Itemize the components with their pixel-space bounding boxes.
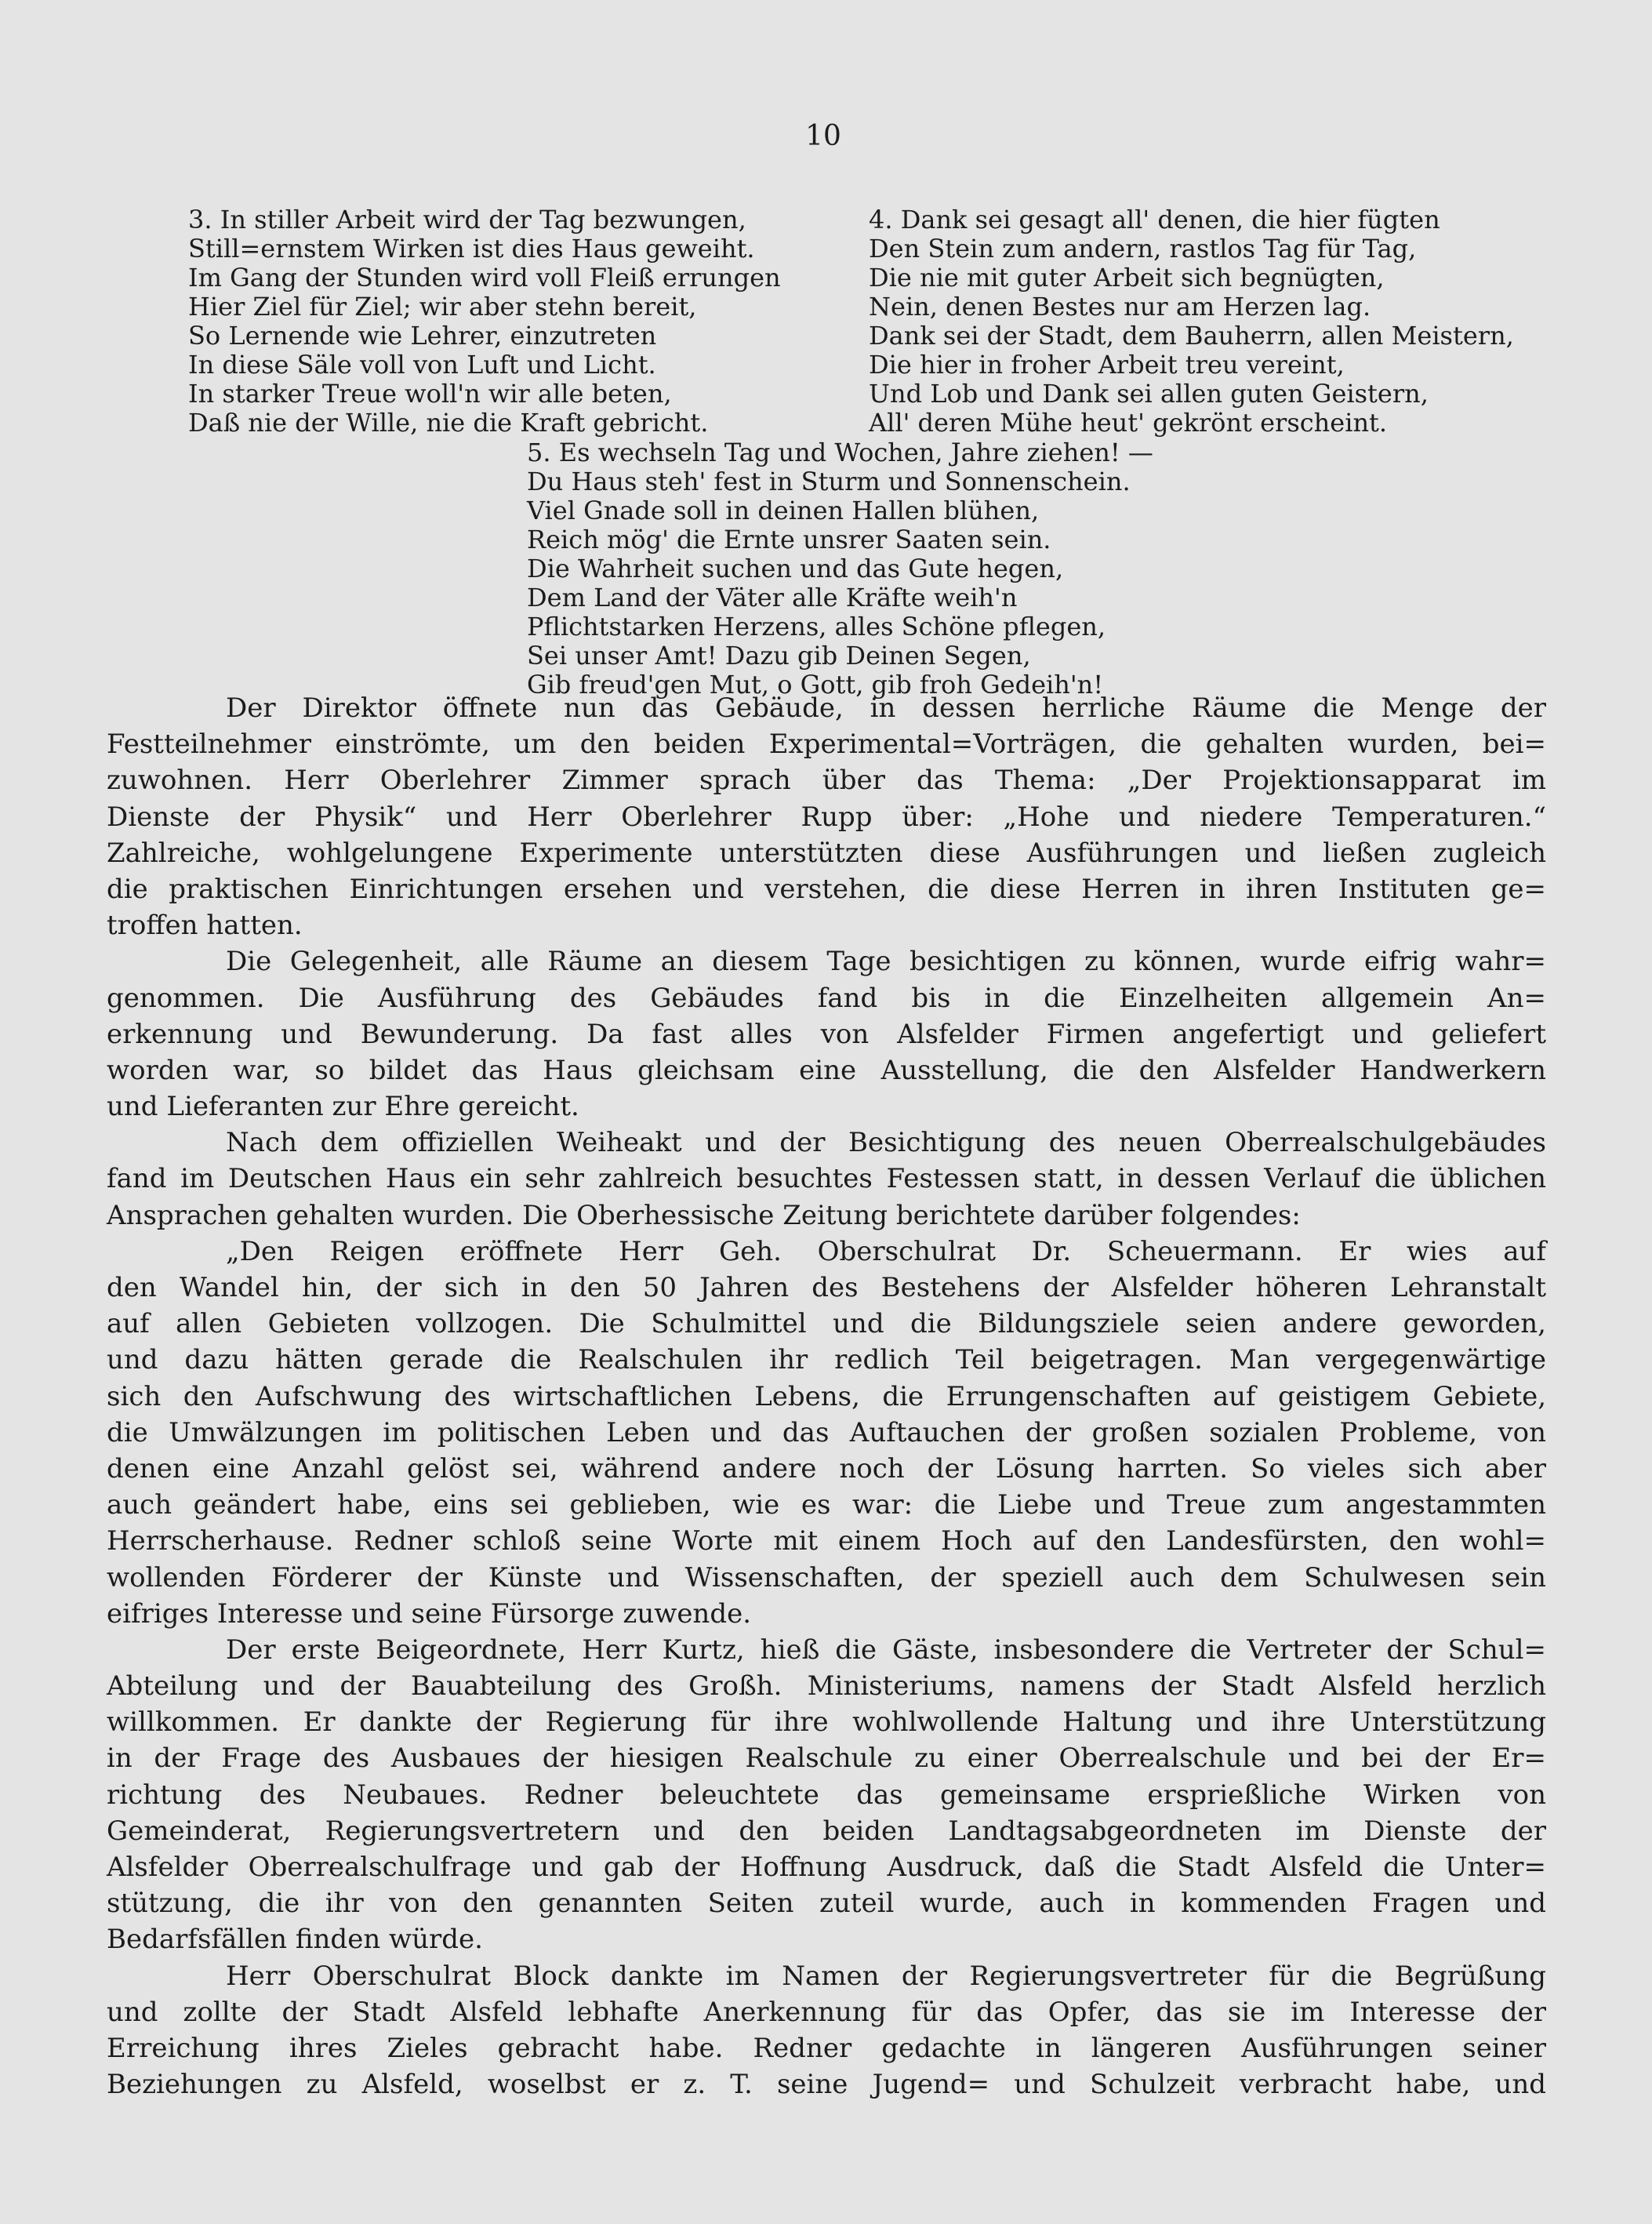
text-line: Gemeinderat, Regierungsvertretern und den beiden Landtagsabgeordneten im Dienste der	[107, 1815, 1546, 1847]
text-line: Dienste der Physik“ und Herr Oberlehrer Rupp über: „Hohe und niedere Temperaturen.“	[107, 801, 1546, 833]
text-line: und dazu hätten gerade die Realschulen ihr redlich Teil beigetragen. Man vergegenwärtige	[107, 1344, 1546, 1376]
page-number: 10	[805, 120, 841, 152]
text-line: fand im Deutschen Haus ein sehr zahlreich besuchtes Festessen statt, in dessen Verlauf die üblichen	[107, 1163, 1546, 1195]
paragraph-block	[107, 1958, 1546, 2103]
verse-line: 5. Es wechseln Tag und Wochen, Jahre ziehen! —	[527, 438, 1153, 467]
verse-line: Die Wahrheit suchen und das Gute hegen,	[527, 554, 1064, 583]
verse-line: All' deren Mühe heut' gekrönt erscheint.	[869, 408, 1388, 438]
text-line: die praktischen Einrichtungen ersehen und verstehen, die diese Herren in ihren Instituten ge=	[107, 873, 1546, 905]
poem-stanza-3	[188, 205, 781, 438]
text-line: genommen. Die Ausführung des Gebäudes fand bis in die Einzelheiten allgemein An=	[107, 982, 1546, 1014]
text-line: denen eine Anzahl gelöst sei, während andere noch der Lösung harrten. So vieles sich aber	[107, 1452, 1546, 1484]
verse-line: Dem Land der Väter alle Kräfte weih'n	[527, 583, 1018, 612]
verse-line: Viel Gnade soll in deinen Hallen blühen,	[527, 496, 1040, 525]
text-line: Der Direktor öffnete nun das Gebäude, in dessen herrliche Räume die Menge der	[226, 692, 1546, 724]
verse-line: Den Stein zum andern, rastlos Tag für Tag,	[869, 234, 1417, 263]
verse-line: Daß nie der Wille, nie die Kraft gebricht.	[188, 408, 709, 438]
text-line: worden war, so bildet das Haus gleichsam eine Ausstellung, die den Alsfelder Handwerkern	[107, 1054, 1546, 1086]
text-line: willkommen. Er dankte der Regierung für ihre wohlwollende Haltung und ihre Unterstützung	[107, 1706, 1546, 1739]
text-line: den Wandel hin, der sich in den 50 Jahren des Bestehens der Alsfelder höheren Lehranstalt	[107, 1272, 1546, 1303]
text-line: auf allen Gebieten vollzogen. Die Schulmittel und die Bildungsziele seien andere geworden,	[107, 1308, 1546, 1340]
paragraph-banquet	[107, 1125, 1546, 1234]
verse-line: Gib freud'gen Mut, o Gott, gib froh Gedeih'n!	[527, 670, 1104, 700]
text-line: Beziehungen zu Alsfeld, woselbst er z. T. seine Jugend= und Schulzeit verbracht habe, und	[107, 2069, 1546, 2101]
text-line: auch geändert habe, eins sei geblieben, wie es war: die Liebe und Treue zum angestammten	[107, 1489, 1546, 1521]
verse-line: Still=ernstem Wirken ist dies Haus geweiht.	[188, 234, 755, 263]
poem-stanza-4	[869, 205, 1514, 438]
verse-line: In diese Säle voll von Luft und Licht.	[188, 350, 656, 380]
text-line: Herr Oberschulrat Block dankte im Namen der Regierungsvertreter für die Begrüßung	[226, 1960, 1546, 1992]
text-line: Festteilnehmer einströmte, um den beiden Experimental=Vorträgen, die gehalten wurden, bei=	[107, 729, 1546, 761]
verse-line: Sei unser Amt! Dazu gib Deinen Segen,	[527, 641, 1031, 670]
text-line: und Lieferanten zur Ehre gereicht.	[107, 1091, 579, 1123]
text-line: sich den Aufschwung des wirtschaftlichen Lebens, die Errungenschaften auf geistigem Gebiete,	[107, 1380, 1546, 1412]
verse-line: Die hier in froher Arbeit treu vereint,	[869, 350, 1345, 380]
paragraph-experiments	[107, 690, 1546, 943]
verse-line: Du Haus steh' fest in Sturm und Sonnenschein.	[527, 467, 1131, 496]
text-line: erkennung und Bewunderung. Da fast alles von Alsfelder Firmen angefertigt und geliefert	[107, 1018, 1546, 1050]
text-line: „Den Reigen eröffnete Herr Geh. Oberschulrat Dr. Scheuermann. Er wies auf	[226, 1235, 1546, 1267]
verse-line: Im Gang der Stunden wird voll Fleiß errungen	[188, 263, 781, 293]
body-text	[107, 690, 1546, 2102]
verse-line: 3. In stiller Arbeit wird der Tag bezwungen,	[188, 205, 746, 234]
text-line: Die Gelegenheit, alle Räume an diesem Tage besichtigen zu können, wurde eifrig wahr=	[226, 946, 1546, 978]
paragraph-kurtz	[107, 1632, 1546, 1958]
paragraph-visit	[107, 943, 1546, 1125]
text-line: wollenden Förderer der Künste und Wissenschaften, der speziell auch dem Schulwesen sein	[107, 1561, 1546, 1594]
text-line: Bedarfsfällen finden würde.	[107, 1924, 483, 1956]
verse-line: In starker Treue woll'n wir alle beten,	[188, 379, 672, 409]
verse-line: Und Lob und Dank sei allen guten Geistern,	[869, 379, 1429, 409]
verse-line: Reich mög' die Ernte unsrer Saaten sein.	[527, 525, 1051, 554]
text-line: Der erste Beigeordnete, Herr Kurtz, hieß die Gäste, insbesondere die Vertreter der Schul=	[226, 1633, 1546, 1666]
text-line: Zahlreiche, wohlgelungene Experimente unterstützten diese Ausführungen und ließen zugleich	[107, 837, 1546, 869]
text-line: Abteilung und der Bauabteilung des Großh. Ministeriums, namens der Stadt Alsfeld herzlich	[107, 1670, 1546, 1703]
text-line: die Umwälzungen im politischen Leben und das Auftauchen der großen sozialen Probleme, von	[107, 1416, 1546, 1448]
verse-line: Die nie mit guter Arbeit sich begnügten,	[869, 263, 1385, 293]
verse-line: Nein, denen Bestes nur am Herzen lag.	[869, 292, 1371, 322]
verse-line: Pflichtstarken Herzens, alles Schöne pflegen,	[527, 612, 1106, 641]
text-line: troffen hatten.	[107, 910, 303, 942]
paragraph-scheuermann	[107, 1234, 1546, 1632]
verse-line: So Lernende wie Lehrer, einzutreten	[188, 321, 657, 351]
text-line: Erreichung ihres Zieles gebracht habe. Redner gedachte in längeren Ausführungen seiner	[107, 2032, 1546, 2064]
text-line: Ansprachen gehalten wurden. Die Oberhessische Zeitung berichtete darüber folgendes:	[107, 1199, 1301, 1231]
verse-line: 4. Dank sei gesagt all' denen, die hier fügten	[869, 205, 1440, 234]
text-line: und zollte der Stadt Alsfeld lebhafte Anerkennung für das Opfer, das sie im Interesse der	[107, 1996, 1546, 2028]
text-line: zuwohnen. Herr Oberlehrer Zimmer sprach über das Thema: „Der Projektionsapparat im	[107, 765, 1546, 797]
text-line: Nach dem offiziellen Weiheakt und der Besichtigung des neuen Oberrealschulgebäudes	[226, 1127, 1546, 1159]
text-line: stützung, die ihr von den genannten Seiten zuteil wurde, auch in kommenden Fragen und	[107, 1888, 1546, 1920]
text-line: eifriges Interesse und seine Fürsorge zuwende.	[107, 1597, 752, 1630]
text-line: richtung des Neubaues. Redner beleuchtete das gemeinsame ersprießliche Wirken von	[107, 1779, 1546, 1811]
verse-line: Hier Ziel für Ziel; wir aber stehn bereit,	[188, 292, 697, 322]
text-line: Alsfelder Oberrealschulfrage und gab der Hoffnung Ausdruck, daß die Stadt Alsfeld die Unter=	[107, 1852, 1546, 1883]
text-line: in der Frage des Ausbaues der hiesigen Realschule zu einer Oberrealschule und bei der Er=	[107, 1742, 1546, 1775]
poem-stanza-5	[527, 438, 1153, 700]
text-line: Herrscherhause. Redner schloß seine Worte mit einem Hoch auf den Landesfürsten, den wohl=	[107, 1525, 1546, 1557]
verse-line: Dank sei der Stadt, dem Bauherrn, allen Meistern,	[869, 321, 1514, 351]
